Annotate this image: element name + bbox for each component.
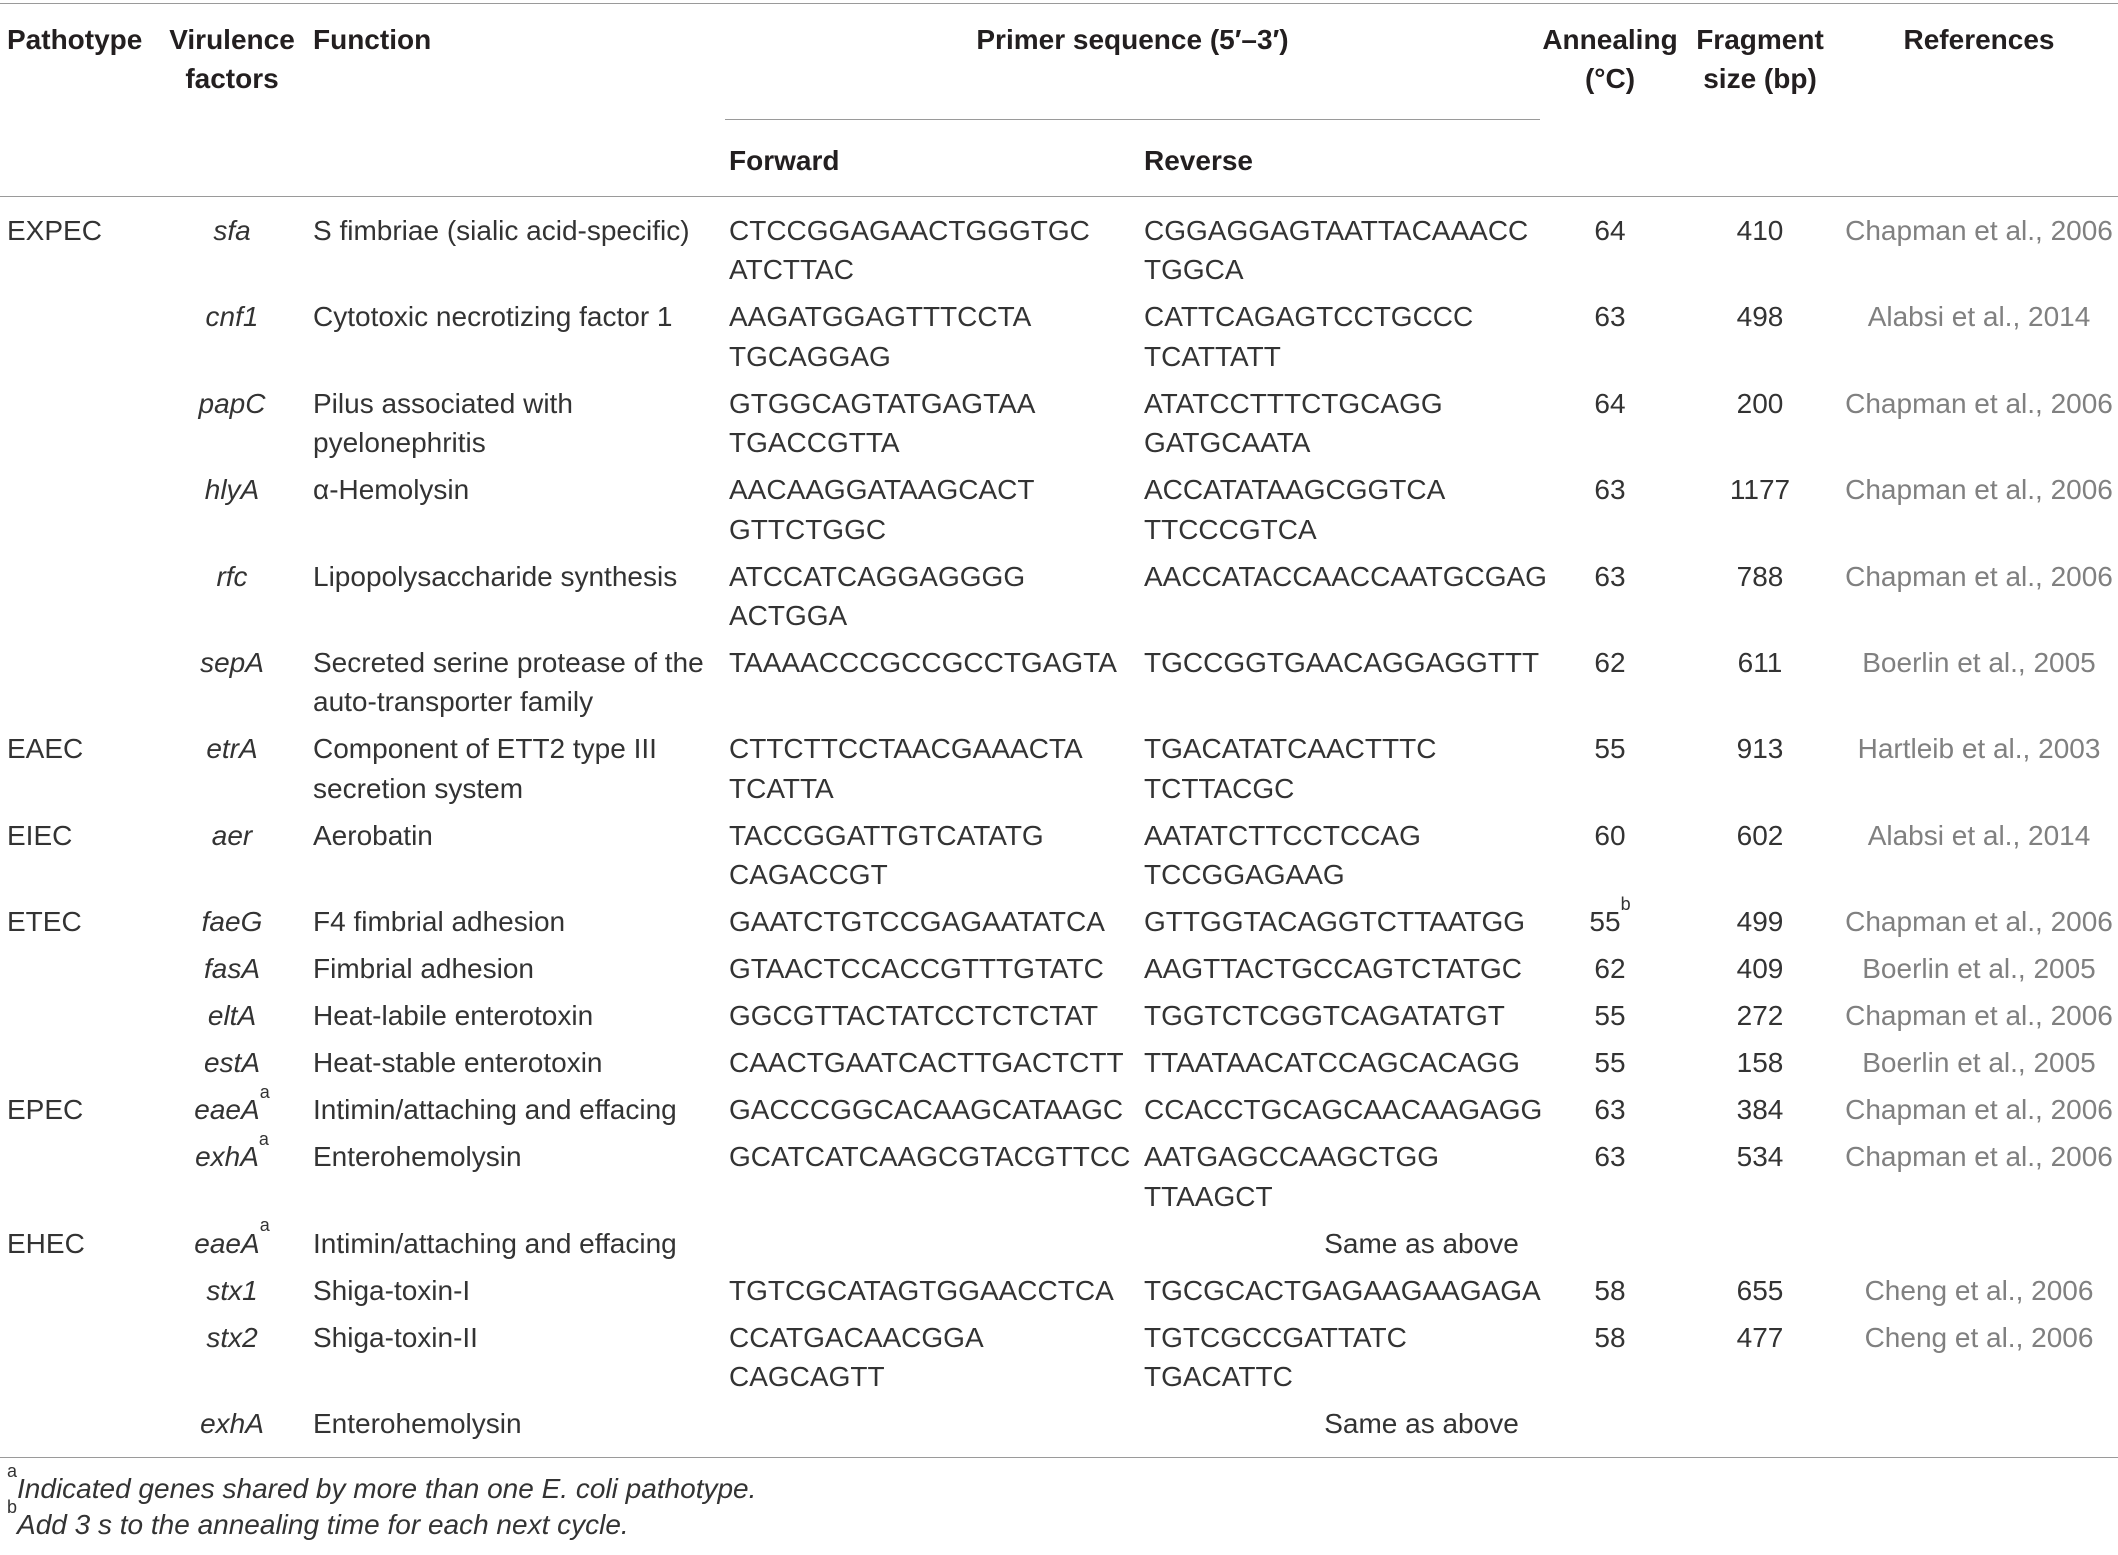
- reference-link[interactable]: Chapman et al., 2006: [1845, 1141, 2113, 1173]
- forward-primer: CTCCGGAGAACTGGGTGC ATCTTAC: [729, 215, 1090, 286]
- reference-link[interactable]: Boerlin et al., 2005: [1862, 647, 2096, 679]
- table-row: [0, 945, 2118, 992]
- table-row: [0, 553, 2118, 639]
- header-fragment-size: Fragment size (bp): [1680, 4, 1840, 197]
- annealing-value: 58: [1594, 1321, 1626, 1353]
- fragment-size: 410: [1736, 215, 1784, 246]
- function-cell: Shiga-toxin-II: [313, 1321, 478, 1353]
- gene-name: rfc: [216, 560, 248, 592]
- annealing-value: 63: [1594, 301, 1626, 333]
- forward-primer: CAACTGAATCACTTGACTCTT: [729, 1047, 1124, 1079]
- forward-primer: GCATCATCAAGCGTACGTTCC: [729, 1141, 1131, 1173]
- pathotype-cell: [0, 1400, 155, 1458]
- annealing-temp: [1540, 812, 1680, 898]
- reference-cell: [1840, 992, 2118, 1039]
- pathotype-cell: [0, 639, 155, 725]
- reference-link[interactable]: Chapman et al., 2006: [1845, 215, 2113, 246]
- reverse-primer: AAGTTACTGCCAGTCTATGC: [1144, 953, 1522, 985]
- reference-cell: [1840, 725, 2118, 811]
- table-row: [0, 725, 2118, 811]
- annealing-value: 60: [1594, 819, 1626, 851]
- table-row: [0, 1039, 2118, 1086]
- pathotype-cell: EAEC: [7, 733, 84, 765]
- virulence-factor-cell: [155, 1039, 309, 1086]
- annealing-value: 63: [1594, 1141, 1626, 1173]
- annealing-value: 62: [1594, 953, 1626, 985]
- virulence-factor-cell: [155, 945, 309, 992]
- reference-cell: [1840, 553, 2118, 639]
- virulence-factor-cell: [155, 1081, 309, 1133]
- annealing-temp: [1540, 1086, 1680, 1133]
- same-as-above-note: Same as above: [1324, 1227, 1519, 1259]
- function-cell: S fimbriae (sialic acid-specific): [313, 215, 690, 246]
- footnote-marker: a: [7, 1460, 18, 1481]
- virulence-factor-cell: [155, 725, 309, 811]
- annealing-temp: [1540, 725, 1680, 811]
- pathotype-cell: [0, 1314, 155, 1400]
- table-row: [0, 992, 2118, 1039]
- pathotype-cell: EXPEC: [7, 215, 102, 246]
- reverse-primer: ATATCCTTTCTGCAGG GATGCAATA: [1144, 387, 1443, 459]
- annealing-value: 58: [1594, 1274, 1626, 1306]
- annealing-temp: [1540, 466, 1680, 552]
- forward-primer: TACCGGATTGTCATATG CAGACCGT: [729, 819, 1044, 891]
- fragment-size: 499: [1736, 906, 1784, 938]
- footnote-marker: a: [259, 1215, 270, 1236]
- function-cell: Shiga-toxin-I: [313, 1274, 471, 1306]
- reference-link[interactable]: Alabsi et al., 2014: [1867, 819, 2091, 851]
- fragment-size: 1177: [1729, 474, 1791, 506]
- table-body: [0, 197, 2118, 1458]
- forward-primer: GACCCGGCACAAGCATAAGC: [729, 1094, 1124, 1126]
- pathotype-cell: EPEC: [7, 1094, 84, 1126]
- primer-table: [0, 3, 2118, 1458]
- reference-link[interactable]: Chapman et al., 2006: [1845, 387, 2113, 419]
- virulence-factor-cell: [155, 1267, 309, 1314]
- fragment-size: 913: [1736, 733, 1784, 765]
- footnote-marker: a: [258, 1128, 269, 1149]
- reference-cell: [1840, 945, 2118, 992]
- fragment-size: 655: [1736, 1274, 1784, 1306]
- function-cell: Heat-labile enterotoxin: [313, 1000, 594, 1032]
- annealing-value: 55: [1594, 1047, 1626, 1079]
- annealing-value: 55: [1589, 906, 1621, 938]
- table-footnotes: [7, 1460, 757, 1543]
- table-row: [0, 898, 2118, 945]
- reverse-primer: AACCATACCAACCAATGCGAG: [1144, 560, 1547, 592]
- reference-link[interactable]: Cheng et al., 2006: [1864, 1274, 2094, 1306]
- pathotype-cell: [0, 1039, 155, 1086]
- table-row: [0, 639, 2118, 725]
- annealing-temp: [1540, 1133, 1680, 1219]
- table-row: [0, 1220, 2118, 1267]
- reverse-primer: TGCGCACTGAGAAGAAGAGA: [1144, 1274, 1541, 1306]
- annealing-value: 63: [1594, 560, 1626, 592]
- pathotype-cell: [0, 1267, 155, 1314]
- footnote: [7, 1460, 757, 1507]
- reference-cell: [1840, 1086, 2118, 1133]
- table-row: [0, 1133, 2118, 1219]
- reference-cell: [1840, 380, 2118, 466]
- reference-link[interactable]: Boerlin et al., 2005: [1862, 1047, 2096, 1079]
- reference-link[interactable]: Boerlin et al., 2005: [1862, 953, 2096, 985]
- function-cell: Enterohemolysin: [313, 1141, 522, 1173]
- table-row: [0, 812, 2118, 898]
- gene-name: aer: [211, 819, 253, 851]
- footnote-text: Add 3 s to the annealing time for each next cycle.: [17, 1509, 629, 1540]
- fragment-size: 788: [1736, 560, 1784, 592]
- annealing-temp: [1540, 1267, 1680, 1314]
- header-references: References: [1840, 4, 2118, 197]
- table-row: [0, 1314, 2118, 1400]
- virulence-factor-cell: [155, 1128, 309, 1219]
- annealing-temp: [1540, 1314, 1680, 1400]
- reference-cell: [1840, 898, 2118, 945]
- pathotype-cell: [0, 945, 155, 992]
- annealing-temp: [1540, 945, 1680, 992]
- fragment-size: 477: [1736, 1321, 1784, 1353]
- gene-name: faeG: [201, 906, 263, 938]
- table-header: [0, 4, 2118, 197]
- gene-name: hlyA: [204, 474, 260, 506]
- gene-name: stx2: [206, 1321, 258, 1353]
- annealing-value: 55: [1594, 1000, 1626, 1032]
- reverse-primer: TGCCGGTGAACAGGAGGTTT: [1144, 647, 1540, 679]
- function-cell: Fimbrial adhesion: [313, 953, 534, 985]
- pathotype-cell: ETEC: [7, 906, 82, 938]
- pathotype-cell: [0, 992, 155, 1039]
- same-as-above-note: Same as above: [725, 1400, 2118, 1458]
- annealing-temp: [1540, 992, 1680, 1039]
- reference-cell: [1840, 197, 2118, 294]
- fragment-size: 498: [1736, 301, 1784, 333]
- forward-primer: CTTCTTCCTAACGAAACTA TCATTA: [729, 733, 1083, 804]
- footnote-marker: a: [259, 1081, 270, 1102]
- footnote: [7, 1496, 756, 1543]
- reference-cell: [1840, 1133, 2118, 1219]
- reverse-primer: AATGAGCCAAGCTGG TTAAGCT: [1144, 1141, 1440, 1212]
- function-cell: Heat-stable enterotoxin: [313, 1047, 603, 1079]
- fragment-size: 409: [1736, 953, 1784, 985]
- gene-name: exhA: [195, 1141, 259, 1173]
- annealing-value: 64: [1594, 387, 1626, 419]
- reverse-primer: TGGTCTCGGTCAGATATGT: [1144, 1000, 1505, 1032]
- reference-link[interactable]: Cheng et al., 2006: [1864, 1321, 2094, 1353]
- annealing-temp: [1540, 197, 1680, 294]
- forward-primer: CCATGACAACGGA CAGCAGTT: [729, 1321, 984, 1393]
- forward-primer: GGCGTTACTATCCTCTCTAT: [729, 1000, 1099, 1032]
- gene-name: papC: [198, 387, 266, 419]
- annealing-value: 63: [1594, 474, 1626, 506]
- pathotype-cell: [0, 466, 155, 552]
- reference-link[interactable]: Chapman et al., 2006: [1845, 1000, 2113, 1032]
- reverse-primer: TTAATAACATCCAGCACAGG: [1144, 1047, 1520, 1079]
- reference-link[interactable]: Chapman et al., 2006: [1845, 906, 2113, 938]
- fragment-size: 611: [1737, 647, 1783, 679]
- function-cell: F4 fimbrial adhesion: [313, 906, 566, 938]
- reverse-primer: CCACCTGCAGCAACAAGAGG: [1144, 1094, 1543, 1126]
- gene-name: eltA: [207, 1000, 257, 1032]
- virulence-factor-cell: [155, 1400, 309, 1458]
- table-row: [0, 1400, 2118, 1458]
- header-virulence-factors: Virulence factors: [155, 4, 309, 197]
- header-pathotype: Pathotype: [0, 4, 155, 197]
- forward-primer: AAGATGGAGTTTCCTA TGCAGGAG: [729, 301, 1032, 372]
- reference-link[interactable]: Hartleib et al., 2003: [1857, 733, 2101, 765]
- gene-name: stx1: [206, 1274, 258, 1306]
- function-cell: Cytotoxic necrotizing factor 1: [313, 301, 673, 333]
- table-row: [0, 197, 2118, 294]
- virulence-factor-cell: [155, 1215, 309, 1267]
- function-cell: Intimin/attaching and effacing: [313, 1227, 677, 1259]
- virulence-factor-cell: [155, 812, 309, 898]
- pathotype-cell: EHEC: [7, 1227, 85, 1259]
- annealing-temp: [1540, 293, 1680, 379]
- reference-link[interactable]: Alabsi et al., 2014: [1867, 301, 2091, 333]
- annealing-temp: [1540, 893, 1680, 945]
- header-annealing: Annealing (°C): [1540, 4, 1680, 197]
- reference-cell: [1840, 293, 2118, 379]
- table-row: [0, 293, 2118, 379]
- virulence-factor-cell: [155, 466, 309, 552]
- reference-cell: [1840, 466, 2118, 552]
- table-row: [0, 1086, 2118, 1133]
- function-cell: Component of ETT2 type III secretion system: [313, 733, 657, 804]
- annealing-temp: [1540, 380, 1680, 466]
- function-cell: Aerobatin: [313, 819, 433, 851]
- virulence-factor-cell: [155, 992, 309, 1039]
- forward-primer: GAATCTGTCCGAGAATATCA: [729, 906, 1105, 938]
- virulence-factor-cell: [155, 380, 309, 466]
- function-cell: Intimin/attaching and effacing: [313, 1094, 677, 1126]
- table-row: [0, 380, 2118, 466]
- forward-primer: ATCCATCAGGAGGGG ACTGGA: [729, 560, 1026, 632]
- virulence-factor-cell: [155, 553, 309, 639]
- function-cell: Lipopolysaccharide synthesis: [313, 560, 678, 592]
- gene-name: etrA: [206, 733, 258, 765]
- reference-cell: [1840, 1267, 2118, 1314]
- function-cell: Enterohemolysin: [309, 1400, 725, 1458]
- reference-link[interactable]: Chapman et al., 2006: [1845, 1094, 2113, 1126]
- gene-name: sfa: [213, 215, 251, 246]
- reverse-primer: TGACATATCAACTTTC TCTTACGC: [1144, 733, 1437, 804]
- reverse-primer: ACCATATAAGCGGTCA TTCCCGTCA: [1144, 474, 1446, 545]
- table-row: [0, 1267, 2118, 1314]
- fragment-size: 272: [1736, 1000, 1784, 1032]
- reverse-primer: CGGAGGAGTAATTACAAACC TGGCA: [1144, 215, 1529, 286]
- fragment-size: 534: [1736, 1141, 1784, 1173]
- reference-cell: [1840, 639, 2118, 725]
- header-row: [0, 4, 2118, 120]
- virulence-factor-cell: [155, 639, 309, 725]
- fragment-size: 158: [1736, 1047, 1784, 1079]
- reference-cell: [1840, 1314, 2118, 1400]
- function-cell: Secreted serine protease of the auto-transporter family: [313, 647, 704, 718]
- gene-name: eaeA: [194, 1094, 260, 1126]
- reverse-primer: GTTGGTACAGGTCTTAATGG: [1144, 906, 1526, 938]
- fragment-size: 384: [1736, 1094, 1784, 1126]
- annealing-temp: [1540, 1039, 1680, 1086]
- annealing-value: 63: [1594, 1094, 1626, 1126]
- fragment-size: 602: [1736, 819, 1784, 851]
- gene-name: eaeA: [194, 1227, 260, 1259]
- reference-link[interactable]: Chapman et al., 2006: [1845, 474, 2113, 506]
- virulence-factor-cell: [155, 1314, 309, 1400]
- footnote-marker: b: [7, 1496, 18, 1517]
- reverse-primer: CATTCAGAGTCCTGCCC TCATTATT: [1144, 301, 1474, 372]
- footnote-text: Indicated genes shared by more than one E. coli pathotype.: [17, 1473, 757, 1504]
- header-reverse: Reverse: [1140, 120, 1540, 197]
- table-row: [0, 466, 2118, 552]
- pathotype-cell: [0, 553, 155, 639]
- reference-cell: [1840, 1039, 2118, 1086]
- header-function: Function: [309, 4, 725, 197]
- reference-cell: [1840, 812, 2118, 898]
- footnote-marker: b: [1620, 893, 1631, 914]
- reverse-primer: TGTCGCCGATTATC TGACATTC: [1144, 1321, 1407, 1393]
- virulence-factor-cell: [155, 293, 309, 379]
- annealing-temp: [1540, 639, 1680, 725]
- header-primer-sequence: Primer sequence (5′–3′): [725, 4, 1540, 120]
- function-cell: α-Hemolysin: [313, 474, 470, 506]
- header-forward: Forward: [725, 120, 1140, 197]
- gene-name: cnf1: [205, 301, 259, 333]
- reference-link[interactable]: Chapman et al., 2006: [1845, 560, 2113, 592]
- gene-name: exhA: [200, 1408, 264, 1440]
- gene-name: fasA: [203, 953, 261, 985]
- pathotype-cell: [0, 380, 155, 466]
- pathotype-cell: EIEC: [7, 819, 73, 851]
- virulence-factor-cell: [155, 898, 309, 945]
- function-cell: Pilus associated with pyelonephritis: [313, 387, 573, 459]
- gene-name: estA: [203, 1047, 261, 1079]
- pathotype-cell: [0, 1133, 155, 1219]
- forward-primer: TGTCGCATAGTGGAACCTCA: [729, 1274, 1114, 1306]
- forward-primer: GTGGCAGTATGAGTAA TGACCGTTA: [729, 387, 1036, 459]
- annealing-value: 55: [1594, 733, 1626, 765]
- reverse-primer: AATATCTTCCTCCAG TCCGGAGAAG: [1144, 819, 1421, 891]
- annealing-value: 62: [1594, 647, 1626, 679]
- forward-primer: GTAACTCCACCGTTTGTATC: [729, 953, 1104, 985]
- gene-name: sepA: [200, 647, 264, 679]
- pathotype-cell: [0, 293, 155, 379]
- virulence-factor-cell: [155, 197, 309, 294]
- annealing-temp: [1540, 553, 1680, 639]
- forward-primer: TAAAACCCGCCGCCTGAGTA: [729, 647, 1117, 679]
- annealing-value: 64: [1594, 215, 1626, 246]
- forward-primer: AACAAGGATAAGCACT GTTCTGGC: [729, 474, 1035, 545]
- fragment-size: 200: [1736, 387, 1784, 419]
